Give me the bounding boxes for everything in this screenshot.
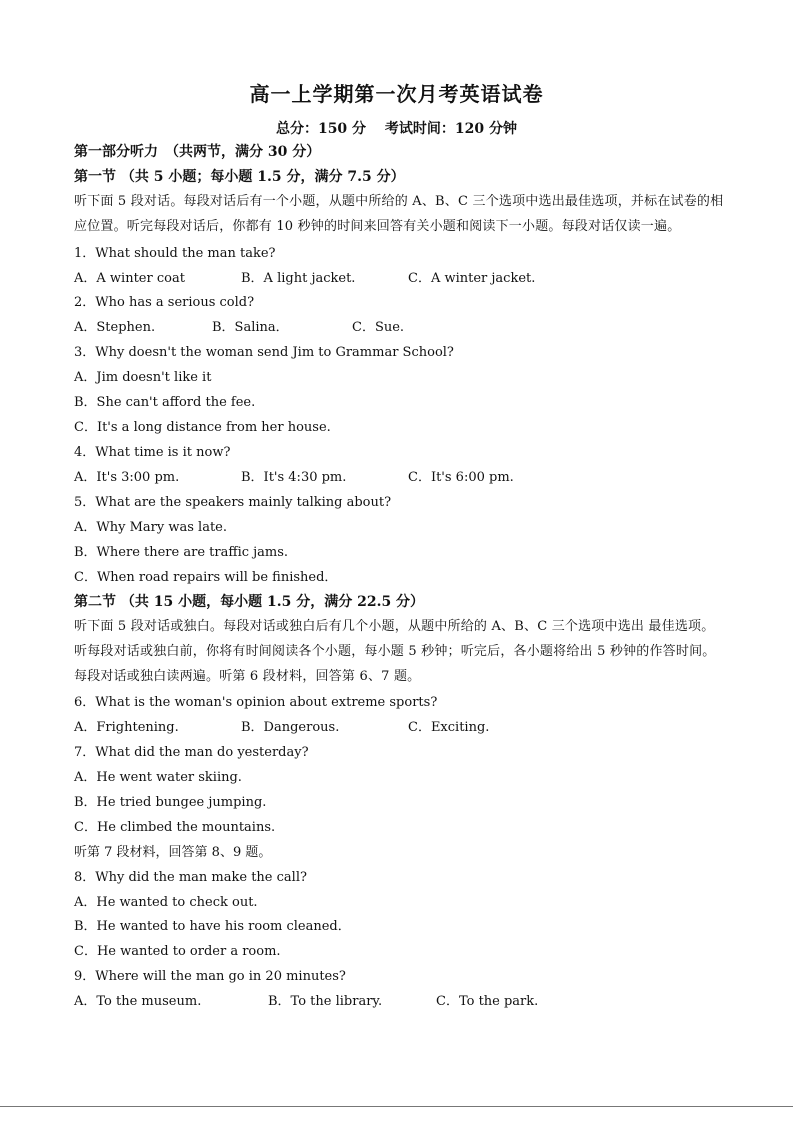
q2-options (74, 319, 734, 337)
q6-option-a: A．Frightening. (74, 720, 179, 735)
q7-stem: 7．What did the man do yesterday? (74, 745, 309, 760)
q3-stem: 3．Why doesn't the woman send Jim to Grammar School? (74, 345, 454, 360)
q5-option-c: C．When road repairs will be finished． (74, 570, 338, 585)
q8-option-c: C．He wanted to order a room. (74, 944, 281, 959)
exam-subtitle: 总分：150 分 考试时间：120 分钟 (275, 121, 518, 137)
exam-title: 高一上学期第一次月考英语试卷 (249, 82, 544, 106)
section2-instructions: 听下面 5 段对话或独白。每段对话或独白后有几个小题，从题中所给的 A、B、C 三个选项中选出 最佳选项。听每段对话或独白前，你将有时间阅读各个小题，每小题 5 秒钟；听完后，各小题将给出 5 秒钟的作答时间。每段对话或独白读两遍。听第 6 段材料，回答第 6、7 题。 (74, 619, 716, 684)
q7-option-b: B．He tried bungee jumping. (74, 795, 267, 810)
q5-option-b: B．Where there are traffic jams. (74, 545, 289, 560)
q7-option-a: A．He went water skiing. (74, 770, 242, 785)
q9-option-b: B．To the library. (268, 994, 383, 1009)
q2-option-c: C．Sue. (352, 320, 405, 335)
q6-options (74, 719, 734, 737)
q5-option-a: A．Why Mary was late. (74, 520, 227, 535)
q7-option-c: C．He climbed the mountains. (74, 820, 276, 835)
material7-note: 听第 7 段材料，回答第 8、9 题。 (74, 845, 272, 860)
part1-heading: 第一部分听力 （共两节，满分 30 分） (74, 144, 321, 160)
q6-stem: 6．What is the woman's opinion about extreme sports? (74, 695, 438, 710)
q5-stem: 5．What are the speakers mainly talking about? (74, 495, 392, 510)
q9-stem: 9．Where will the man go in 20 minutes? (74, 969, 346, 984)
q2-stem: 2．Who has a serious cold? (74, 295, 255, 310)
q3-option-c: C．It's a long distance from her house. (74, 420, 331, 435)
q9-option-c: C．To the park. (436, 994, 539, 1009)
q4-option-b: B．It's 4:30 pm. (241, 470, 347, 485)
q2-option-b: B．Salina． (212, 320, 289, 335)
q4-option-a: A．It's 3:00 pm. (74, 470, 180, 485)
q6-option-b: B．Dangerous. (241, 720, 340, 735)
q3-option-b: B．She can't afford the fee. (74, 395, 256, 410)
section1-heading: 第一节 （共 5 小题；每小题 1.5 分，满分 7.5 分） (74, 169, 405, 185)
q1-options (74, 270, 734, 288)
q9-option-a: A．To the museum. (74, 994, 202, 1009)
q8-option-a: A．He wanted to check out. (74, 895, 258, 910)
q8-stem: 8．Why did the man make the call? (74, 870, 307, 885)
q8-option-b: B．He wanted to have his room cleaned． (74, 919, 351, 934)
footer-divider (0, 1106, 793, 1107)
q1-option-a: A．A winter coat (74, 271, 185, 286)
q1-option-c: C．A winter jacket. (408, 271, 536, 286)
section1-instructions: 听下面 5 段对话。每段对话后有一个小题，从题中所给的 A、B、C 三个选项中选出最佳选项，并标在试卷的相应位置。听完每段对话后，你都有 10 秒钟的时间来回答有关小题和阅读下一小题。每段对话仅读一遍。 (74, 194, 724, 234)
q9-options (74, 993, 734, 1011)
q3-option-a: A．Jim doesn't like it (74, 370, 212, 385)
section2-heading: 第二节 （共 15 小题，每小题 1.5 分，满分 22.5 分） (74, 594, 425, 610)
q2-option-a: A．Stephen. (74, 320, 156, 335)
q4-options (74, 469, 734, 487)
q6-option-c: C．Exciting. (408, 720, 490, 735)
q1-option-b: B．A light jacket. (241, 271, 356, 286)
q4-stem: 4．What time is it now? (74, 445, 231, 460)
q1-stem: 1．What should the man take? (74, 246, 276, 261)
q4-option-c: C．It's 6:00 pm. (408, 470, 514, 485)
